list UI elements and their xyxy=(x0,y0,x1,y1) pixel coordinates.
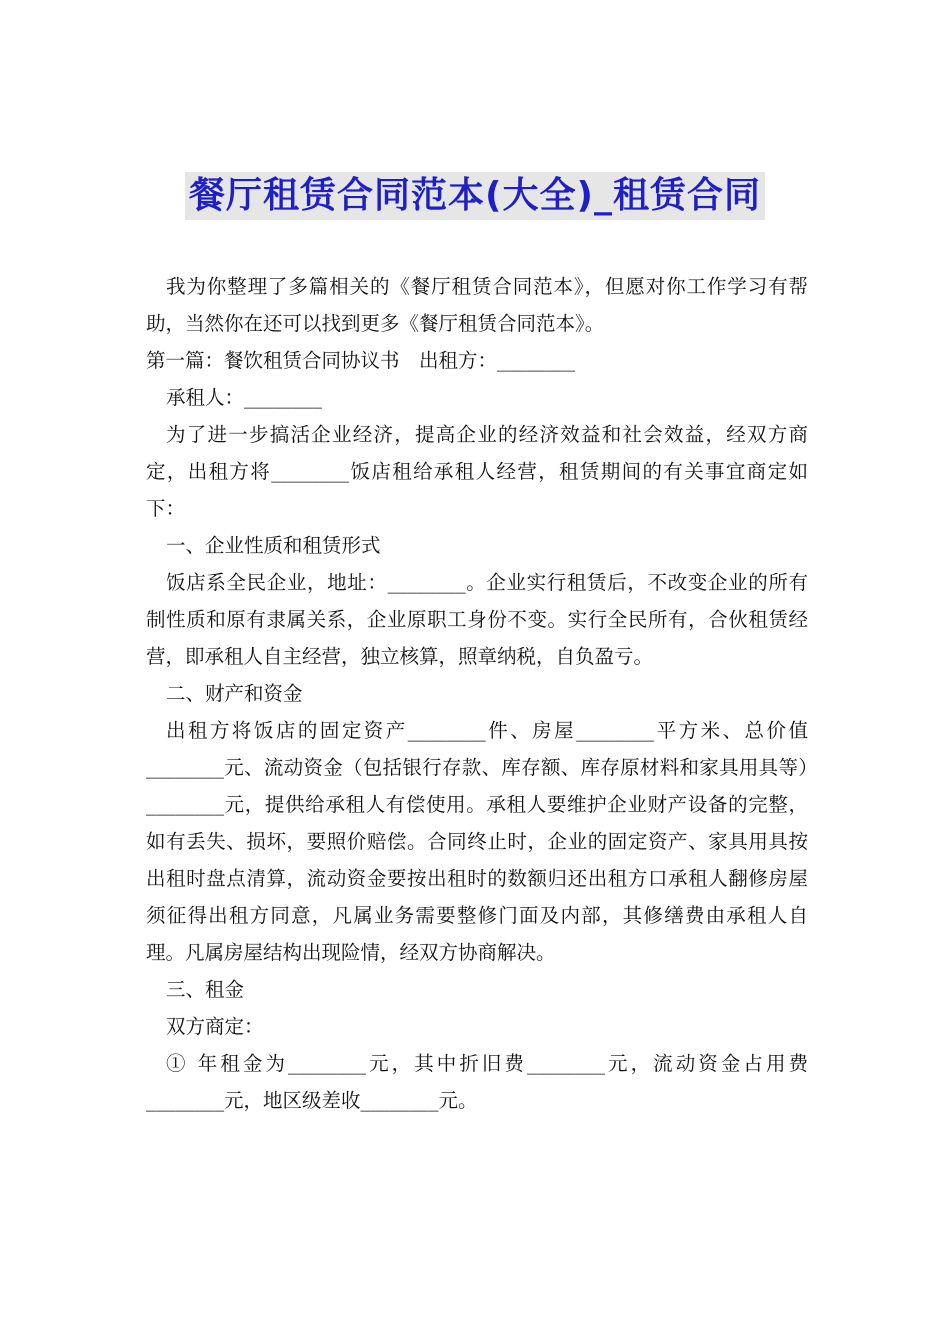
paragraph-lessee: 承租人：________ xyxy=(166,386,323,409)
paragraph-agreement: 双方商定： xyxy=(166,1015,264,1038)
paragraph-section-2: 出租方将饭店的固定资产________件、房屋________平方米、总价值________元、流动资金（包括银行存款、库存额、库存原材料和家具用具等）________元，提供给承租人有偿使用。承租人要维护企业财产设备的完整，如有丢失、损坏，要照价赔偿。合同终止时，企业的固定资产、家具用具按出租时盘点清算，流动资金要按出租时的数额归还出租方口承租人翻修房屋须征得出租方同意，凡属业务需要整修门面及内部，其修缮费由承租人自理。凡属房屋结构出现险情，经双方协商解决。 xyxy=(146,719,808,964)
section-heading-2: 二、财产和资金 xyxy=(166,682,303,705)
paragraph-intro: 我为你整理了多篇相关的《餐厅租赁合同范本》，但愿对你工作学习有帮助，当然你在还可以找到更多《餐厅租赁合同范本》。 xyxy=(146,275,808,335)
section-heading-3: 三、租金 xyxy=(166,978,245,1001)
document-title-wrap xyxy=(0,172,950,220)
paragraph-section-1: 饭店系全民企业，地址：________。企业实行租赁后，不改变企业的所有制性质和原有隶属关系，企业原职工身份不变。实行全民所有，合伙租赁经营，即承租人自主经营，独立核算，照章纳税，自负盈亏。 xyxy=(146,571,808,668)
paragraph-preamble: 为了进一步搞活企业经济，提高企业的经济效益和社会效益，经双方商定，出租方将________饭店租给承租人经营，租赁期间的有关事宜商定如下： xyxy=(146,423,808,520)
section-heading-1: 一、企业性质和租赁形式 xyxy=(166,534,381,557)
paragraph-rent-item-1: ① 年租金为________元，其中折旧费________元，流动资金占用费________元，地区级差收________元。 xyxy=(146,1052,808,1112)
paragraph-part-one-heading: 第一篇：餐饮租赁合同协议书 出租方：________ xyxy=(146,349,576,372)
document-body xyxy=(146,268,808,1119)
document-title: 餐厅租赁合同范本(大全)_租赁合同 xyxy=(185,172,765,220)
